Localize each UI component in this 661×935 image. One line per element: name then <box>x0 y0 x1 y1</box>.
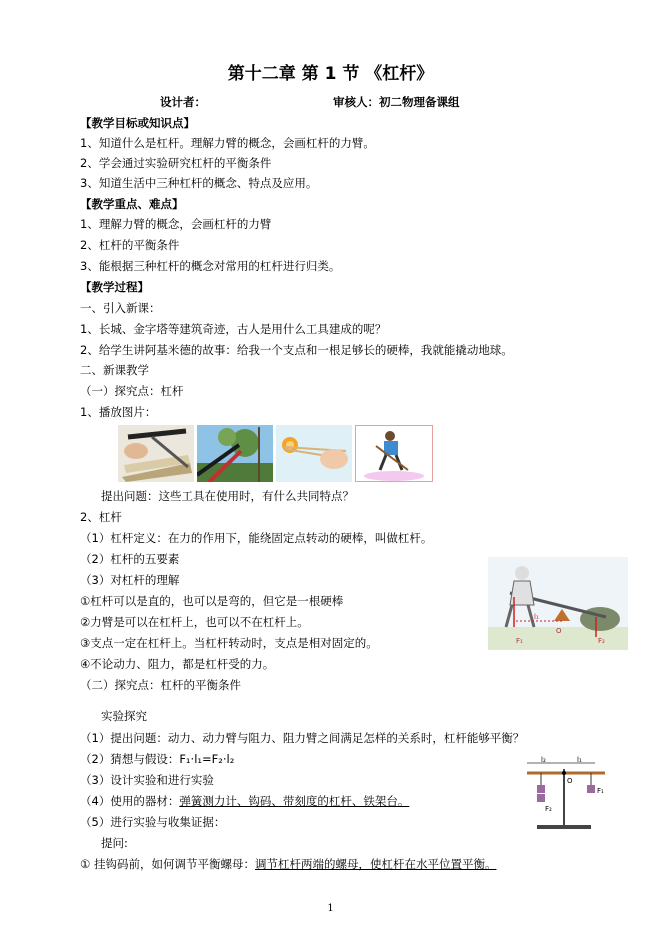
experiment-item: （2）猜想与假设：F₁·l₁=F₂·l₂ <box>80 752 235 766</box>
intro-heading: 一、引入新课： <box>80 301 161 315</box>
process-heading: 【教学过程】 <box>80 280 149 294</box>
experiment-item: （1）提出问题：动力、动力臂与阻力、阻力臂之间满足怎样的关系时，杠杆能够平衡？ <box>80 731 525 745</box>
lever-l1-label: l₁ <box>534 613 539 621</box>
fig-l1-label: l₁ <box>577 756 582 764</box>
new-lesson-heading: 二、新课教学 <box>80 363 149 377</box>
goal-item: 1、知道什么是杠杆。理解力臂的概念，会画杠杆的力臂。 <box>80 136 375 150</box>
experiment-item: （5）进行实验与收集证据： <box>80 815 226 829</box>
goal-item: 3、知道生活中三种杠杆的概念、特点及应用。 <box>80 176 318 190</box>
equipment-value: 弹簧测力计、钩码、带刻度的杠杆、铁架台。 <box>179 794 410 808</box>
question-1 <box>80 857 496 871</box>
page-number: 1 <box>327 903 334 914</box>
lever-heading: 2、杠杆 <box>80 510 122 524</box>
lever-diagram-image <box>488 557 628 650</box>
question-1-answer: 调节杠杆两端的螺母，使杠杆在水平位置平衡。 <box>254 857 497 871</box>
show-pics: 1、播放图片： <box>80 405 157 419</box>
fig-f2-label: F₂ <box>545 805 552 813</box>
scissors-cutter-image <box>118 425 194 482</box>
equipment-line <box>80 794 409 808</box>
intro-item: 1、长城、金字塔等建筑奇迹，古人是用什么工具建成的呢？ <box>80 322 387 336</box>
goals-heading: 【教学目标或知识点】 <box>80 116 195 130</box>
ask-label: 提问: <box>101 836 128 850</box>
chopsticks-image <box>276 425 352 482</box>
experiment-item: （3）设计实验和进行实验 <box>80 773 214 787</box>
lever-item: （2）杠杆的五要素 <box>80 552 180 566</box>
fig-l2-label: l₂ <box>541 756 546 764</box>
key-heading: 【教学重点、难点】 <box>80 197 184 211</box>
explore1-heading: （一）探究点：杠杆 <box>80 384 184 398</box>
balance-stand-image <box>507 753 623 831</box>
lever-o-label: O <box>556 627 562 635</box>
lever-f2-label: F₂ <box>598 637 605 645</box>
fig-o-label: O <box>567 777 573 785</box>
equipment-label: （4）使用的器材： <box>80 794 180 808</box>
lever-item: （1）杠杆定义：在力的作用下，能绕固定点转动的硬棒，叫做杠杆。 <box>80 531 433 545</box>
lever-item: （3）对杠杆的理解 <box>80 573 180 587</box>
page-title: 第十二章 第 1 节 《杠杆》 <box>227 64 434 84</box>
question-text: 提出问题：这些工具在使用时，有什么共同特点？ <box>101 489 354 503</box>
explore2-heading: （二）探究点：杠杆的平衡条件 <box>80 678 241 692</box>
understand-item: ④不论动力、阻力，都是杠杆受的力。 <box>80 657 275 671</box>
shovel-worker-image <box>355 425 433 482</box>
pruning-shears-image <box>197 425 273 482</box>
lever-f1-label: F₁ <box>516 637 523 645</box>
reviewer-label: 审核人：初二物理备课组 <box>333 95 460 109</box>
key-item: 3、能根据三种杠杆的概念对常用的杠杆进行归类。 <box>80 259 341 273</box>
designer-label: 设计者： <box>160 95 206 109</box>
understand-item: ①杠杆可以是直的，也可以是弯的，但它是一根硬棒 <box>80 594 344 608</box>
key-item: 1、理解力臂的概念，会画杠杆的力臂 <box>80 217 272 231</box>
fig-f1-label: F₁ <box>597 787 604 795</box>
experiment-heading: 实验探究 <box>101 709 147 723</box>
understand-item: ③支点一定在杠杆上。当杠杆转动时，支点是相对固定的。 <box>80 636 378 650</box>
understand-item: ②力臂是可以在杠杆上，也可以不在杠杆上。 <box>80 615 309 629</box>
intro-item: 2、给学生讲阿基米德的故事：给我一个支点和一根足够长的硬棒，我就能撬动地球。 <box>80 343 513 357</box>
question-1-label: ① 挂钩码前，如何调节平衡螺母： <box>80 857 255 871</box>
key-item: 2、杠杆的平衡条件 <box>80 238 180 252</box>
goal-item: 2、学会通过实验研究杠杆的平衡条件 <box>80 156 272 170</box>
